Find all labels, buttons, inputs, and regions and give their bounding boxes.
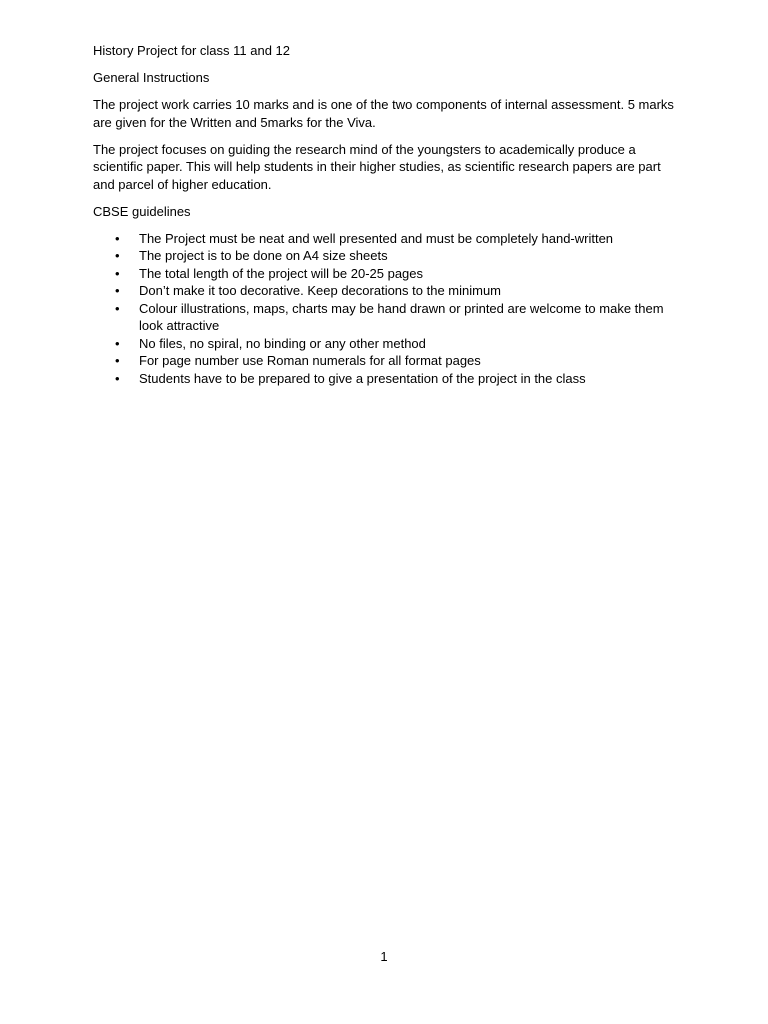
- list-item: [93, 247, 683, 265]
- list-item: [93, 370, 683, 388]
- guidelines-heading: CBSE guidelines: [93, 203, 191, 219]
- list-item-text: Students have to be prepared to give a presentation of the project in the class: [139, 370, 586, 386]
- list-item-text: Colour illustrations, maps, charts may be hand drawn or printed are welcome to make them look attractive: [139, 300, 664, 333]
- list-item: [93, 335, 683, 353]
- bullet-icon: •: [115, 230, 120, 246]
- bullet-icon: •: [115, 353, 120, 368]
- paragraph-focus: The project focuses on guiding the research mind of the youngsters to academically produce a scientific paper. This will help students in their higher studies, as scientific research papers are part and parcel of higher education.: [93, 141, 661, 192]
- guidelines-list: [93, 230, 683, 388]
- list-item: [93, 230, 683, 248]
- document-title: History Project for class 11 and 12: [93, 43, 291, 58]
- paragraph-marks: The project work carries 10 marks and is one of the two components of internal assessment. 5 marks are given for the Written and 5marks for the Viva.: [93, 97, 674, 130]
- page-number: 1: [380, 949, 388, 964]
- list-item-text: The Project must be neat and well presented and must be completely hand-written: [139, 230, 614, 246]
- list-item: [93, 352, 683, 370]
- bullet-icon: •: [115, 370, 120, 386]
- bullet-icon: •: [115, 335, 120, 351]
- bullet-icon: •: [115, 300, 120, 316]
- list-item: [93, 282, 683, 300]
- list-item-text: No files, no spiral, no binding or any other method: [139, 335, 426, 351]
- list-item-text: The total length of the project will be 20-25 pages: [139, 265, 424, 281]
- bullet-icon: •: [115, 283, 120, 298]
- list-item-text: The project is to be done on A4 size sheets: [139, 248, 388, 263]
- list-item-text: Don’t make it too decorative. Keep decorations to the minimum: [139, 283, 502, 298]
- bullet-icon: •: [115, 265, 120, 281]
- list-item: [93, 300, 683, 335]
- section-heading: General Instructions: [93, 70, 210, 85]
- bullet-icon: •: [115, 248, 120, 263]
- list-item-text: For page number use Roman numerals for all format pages: [139, 353, 481, 368]
- document-body: [93, 42, 683, 387]
- list-item: [93, 265, 683, 283]
